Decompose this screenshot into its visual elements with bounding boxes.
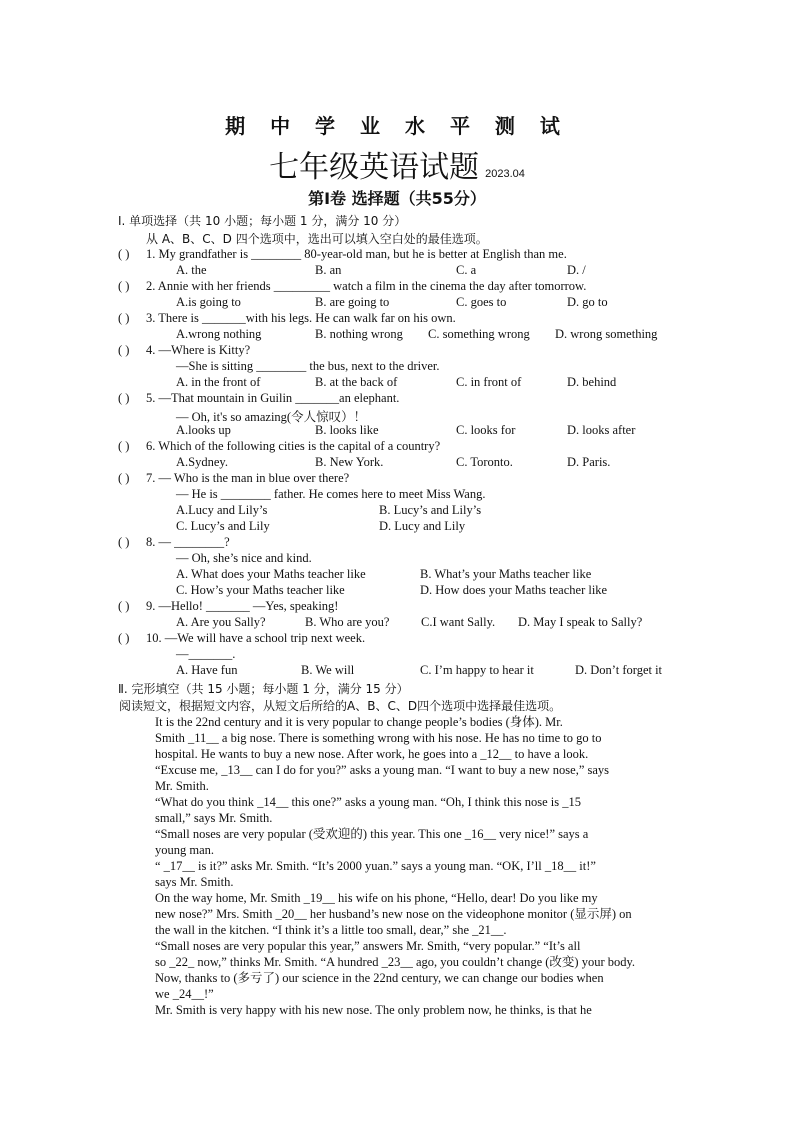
question-stem: 5. —That mountain in Guilin _______an elephant. (146, 391, 400, 405)
section2-heading: Ⅱ. 完形填空（共 15 小题；每小题 1 分，满分 15 分） (118, 682, 409, 696)
option-c: C. How’s your Maths teacher like (176, 583, 345, 597)
question-stem: 3. There is _______with his legs. He can walk far on his own. (146, 311, 456, 325)
option-b: B. are going to (315, 295, 390, 309)
option-d: D. Paris. (567, 455, 611, 469)
option-b: B. New York. (315, 455, 384, 469)
option-a: A.looks up (176, 423, 231, 437)
question-10 (118, 631, 678, 646)
answer-blank[interactable]: ( ) (118, 535, 130, 549)
exam-date: 2023.04 (485, 168, 525, 180)
option-a: A. in the front of (176, 375, 261, 389)
option-a: A.Sydney. (176, 455, 228, 469)
answer-blank[interactable]: ( ) (118, 471, 130, 485)
section1-heading: Ⅰ. 单项选择（共 10 小题；每小题 1 分，满分 10 分） (118, 214, 407, 228)
passage-line: Now, thanks to (多亏了) our science in the 22nd century, we can change our bodies when (155, 971, 604, 985)
question-stem: 10. —We will have a school trip next week. (146, 631, 366, 645)
dialogue-line: — He is ________ father. He comes here to meet Miss Wang. (176, 487, 486, 501)
option-c: C. goes to (456, 295, 507, 309)
dialogue-line: — Oh, it's so amazing(令人惊叹）！ (176, 410, 367, 424)
option-d: D. wrong something (555, 327, 658, 341)
question-stem: 7. — Who is the man in blue over there? (146, 471, 350, 485)
passage-line: “Small noses are very popular this year,” answers Mr. Smith, “very popular.” “It’s all (155, 939, 581, 953)
option-c: C. in front of (456, 375, 522, 389)
option-b: B. at the back of (315, 375, 398, 389)
passage-line: It is the 22nd century and it is very popular to change people’s bodies (身体). Mr. (155, 715, 563, 729)
option-d: D. Lucy and Lily (379, 519, 466, 533)
passage-line: “Excuse me, _13__ can I do for you?” asks a young man. “I want to buy a new nose,” says (155, 763, 610, 777)
answer-blank[interactable]: ( ) (118, 599, 130, 613)
option-a: A.Lucy and Lily’s (176, 503, 268, 517)
passage-line: young man. (155, 843, 215, 857)
question-4 (118, 343, 678, 358)
passage-paragraph (119, 714, 675, 762)
passage-line: “ _17__ is it?” asks Mr. Smith. “It’s 2000 yuan.” says a young man. “OK, I’ll _18__ it!” (155, 859, 596, 873)
question-7 (118, 471, 678, 486)
answer-blank[interactable]: ( ) (118, 391, 130, 405)
dialogue-line: —She is sitting ________ the bus, next to the driver. (176, 359, 440, 373)
option-a: A. Are you Sally? (176, 615, 266, 629)
question-6 (118, 439, 678, 454)
option-b: B. We will (301, 663, 355, 677)
passage-line: so _22_ now,” thinks Mr. Smith. “A hundred _23__ ago, you couldn’t change (改变) your body. (155, 955, 636, 969)
question-stem: 6. Which of the following cities is the capital of a country? (146, 439, 441, 453)
passage-paragraph (119, 794, 675, 826)
passage-paragraph (119, 826, 675, 858)
question-5 (118, 391, 678, 406)
answer-blank[interactable]: ( ) (118, 439, 130, 453)
passage-line: small,” says Mr. Smith. (155, 811, 273, 825)
answer-blank[interactable]: ( ) (118, 631, 130, 645)
answer-blank[interactable]: ( ) (118, 343, 130, 357)
option-d: D. May I speak to Sally? (518, 615, 643, 629)
passage-paragraph (119, 1002, 675, 1018)
passage-paragraph (119, 890, 675, 938)
passage-line: Mr. Smith is very happy with his new nose. The only problem now, he thinks, is that he (155, 1003, 592, 1017)
answer-blank[interactable]: ( ) (118, 311, 130, 325)
question-stem: 8. — ________? (146, 535, 230, 549)
question-stem: 9. —Hello! _______ —Yes, speaking! (146, 599, 339, 613)
question-stem: 2. Annie with her friends _________ watch a film in the cinema the day after tomorrow. (146, 279, 587, 293)
passage-line: “What do you think _14__ this one?” asks a young man. “Oh, I think this nose is _15 (155, 795, 581, 809)
question-stem: 4. —Where is Kitty? (146, 343, 251, 357)
option-b: B. an (315, 263, 342, 277)
option-b: B. nothing wrong (315, 327, 403, 341)
passage-line: On the way home, Mr. Smith _19__ his wife on his phone, “Hello, dear! Do you like my (155, 891, 598, 905)
passage-line: we _24__!” (155, 987, 214, 1001)
passage-line: “Small noses are very popular (受欢迎的) this year. This one _16__ very nice!” says a (155, 827, 589, 841)
question-9 (118, 599, 678, 614)
grade-title: 七年级英语试题 (269, 150, 480, 185)
passage-paragraph (119, 938, 675, 1002)
passage-line: Smith _11__ a big nose. There is something wrong with his nose. He has no time to go to (155, 731, 602, 745)
option-b: B. looks like (315, 423, 379, 437)
passage-paragraph (119, 858, 675, 890)
question-stem: 1. My grandfather is ________ 80-year-old man, but he is better at English than me. (146, 247, 567, 261)
passage-line: the wall in the kitchen. “I think it’s a little too small, dear,” she _21__. (155, 923, 507, 937)
dialogue-line: —_______. (176, 647, 236, 661)
option-a: A.wrong nothing (176, 327, 262, 341)
question-1 (118, 247, 678, 262)
option-a: A. the (176, 263, 207, 277)
passage-line: says Mr. Smith. (155, 875, 234, 889)
option-c: C. something wrong (428, 327, 530, 341)
option-d: D. / (567, 263, 586, 277)
question-3 (118, 311, 678, 326)
answer-blank[interactable]: ( ) (118, 247, 130, 261)
part-title: 第Ⅰ卷 选择题（共55分） (308, 189, 486, 208)
exam-title: 期 中 学 业 水 平 测 试 (225, 114, 569, 138)
section1-instruction: 从 A、B、C、D 四个选项中，选出可以填入空白处的最佳选项。 (146, 232, 488, 246)
option-c: C. Toronto. (456, 455, 513, 469)
option-a: A. What does your Maths teacher like (176, 567, 366, 581)
option-d: D. go to (567, 295, 608, 309)
option-d: D. looks after (567, 423, 636, 437)
option-c: C.I want Sally. (421, 615, 496, 629)
option-b: B. Who are you? (305, 615, 390, 629)
question-2 (118, 279, 678, 294)
question-8 (118, 535, 678, 550)
option-b: B. What’s your Maths teacher like (420, 567, 592, 581)
passage-line: hospital. He wants to buy a new nose. After work, he goes into a _12__ to have a look. (155, 747, 589, 761)
option-c: C. I’m happy to hear it (420, 663, 534, 677)
option-b: B. Lucy’s and Lily’s (379, 503, 482, 517)
option-d: D. Don’t forget it (575, 663, 663, 677)
option-a: A. Have fun (176, 663, 238, 677)
passage-line: Mr. Smith. (155, 779, 209, 793)
option-d: D. behind (567, 375, 617, 389)
option-c: C. looks for (456, 423, 516, 437)
option-c: C. a (456, 263, 477, 277)
dialogue-line: — Oh, she’s nice and kind. (176, 551, 312, 565)
passage-line: new nose?” Mrs. Smith _20__ her husband’s new nose on the videophone monitor (显示屏) on (155, 907, 632, 921)
passage-paragraph (119, 762, 675, 794)
option-c: C. Lucy’s and Lily (176, 519, 270, 533)
section2-instruction: 阅读短文，根据短文内容，从短文后所给的A、B、C、D四个选项中选择最佳选项。 (119, 699, 562, 713)
exam-subtitle (0, 142, 794, 186)
option-a: A.is going to (176, 295, 241, 309)
option-d: D. How does your Maths teacher like (420, 583, 608, 597)
answer-blank[interactable]: ( ) (118, 279, 130, 293)
